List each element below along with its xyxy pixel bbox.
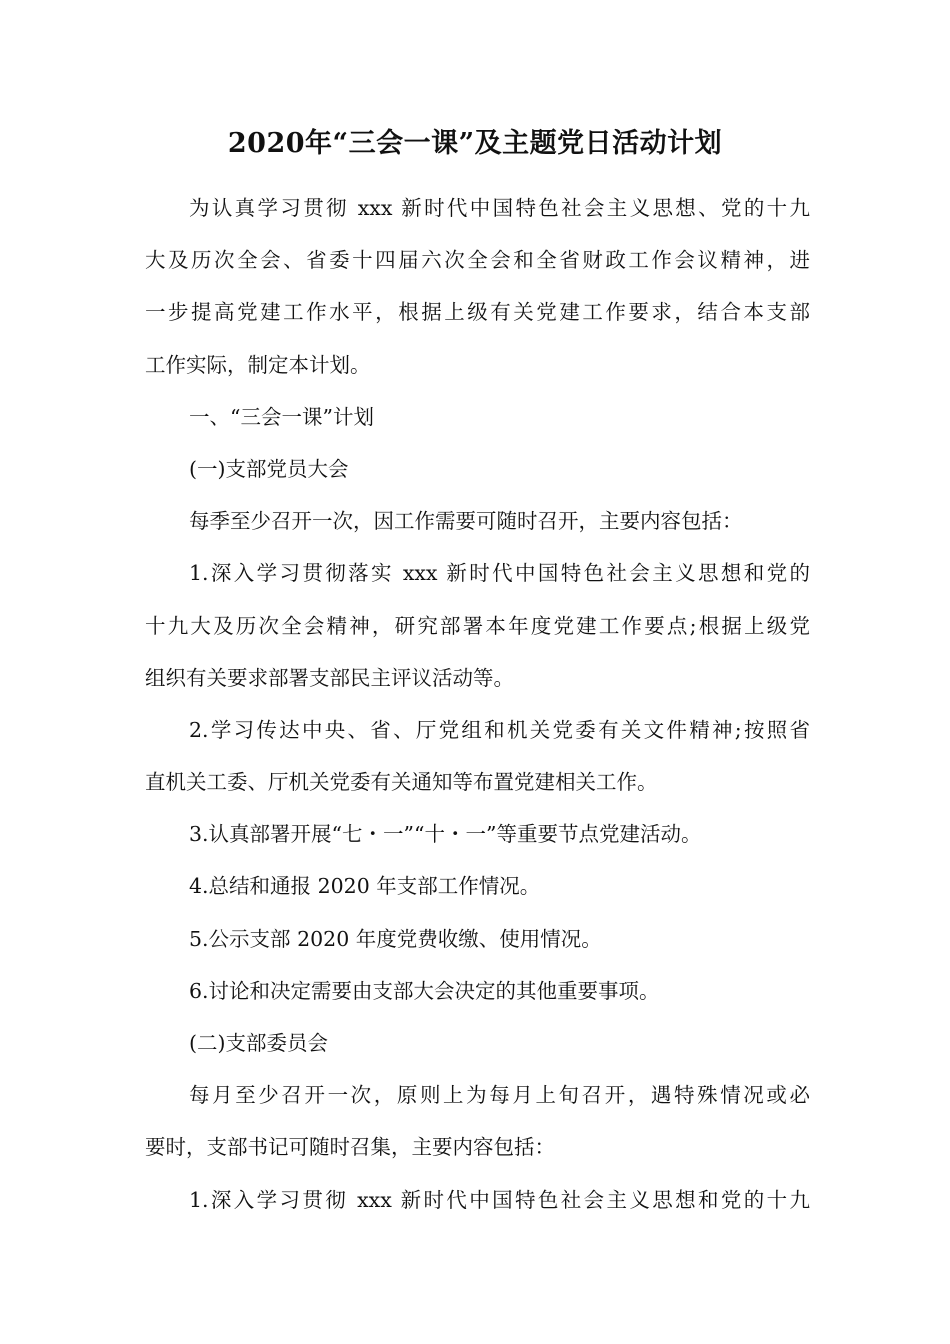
body-line-3: 一步提高党建工作水平，根据上级有关党建工作要求，结合本支部: [145, 300, 810, 325]
body-line-19: 要时，支部书记可随时召集，主要内容包括：: [145, 1135, 555, 1160]
body-line-1: 为认真学习贯彻 xxx 新时代中国特色社会主义思想、党的十九: [189, 196, 810, 220]
list-item-3: 3.认真部署开展“七・一”“十・一”等重要节点党建活动。: [189, 822, 702, 847]
list-item-5: 5.公示支部 2020 年度党费收缴、使用情况。: [189, 926, 602, 951]
body-line-18: 每月至少召开一次，原则上为每月上旬召开，遇特殊情况或必: [189, 1083, 810, 1108]
list-item-4: 4.总结和通报 2020 年支部工作情况。: [189, 874, 541, 899]
list-item-2-cont: 直机关工委、厅机关党委有关通知等布置党建相关工作。: [145, 770, 658, 795]
body-line-2: 大及历次全会、省委十四届六次全会和全省财政工作会议精神，进: [145, 248, 810, 273]
subsection-heading-1: (一)支部党员大会: [189, 456, 349, 481]
list-item-1: 1.深入学习贯彻落实 xxx 新时代中国特色社会主义思想和党的: [189, 561, 810, 586]
body-line-7: 每季至少召开一次，因工作需要可随时召开，主要内容包括：: [189, 509, 743, 534]
subsection-heading-2: (二)支部委员会: [189, 1031, 328, 1055]
list-item-1-cont-1: 十九大及历次全会精神，研究部署本年度党建工作要点;根据上级党: [145, 613, 810, 638]
list-item-1-cont-2: 组织有关要求部署支部民主评议活动等。: [145, 665, 514, 690]
document-body: [145, 182, 810, 1226]
list-item-b1: 1.深入学习贯彻 xxx 新时代中国特色社会主义思想和党的十九: [189, 1187, 810, 1212]
section-heading-1: 一、“三会一课”计划: [189, 404, 374, 429]
body-line-4: 工作实际，制定本计划。: [145, 352, 371, 377]
list-item-6: 6.讨论和决定需要由支部大会决定的其他重要事项。: [189, 978, 660, 1003]
list-item-2: 2.学习传达中央、省、厅党组和机关党委有关文件精神;按照省: [189, 717, 810, 742]
document-title: 2020年“三会一课”及主题党日活动计划: [227, 128, 723, 159]
